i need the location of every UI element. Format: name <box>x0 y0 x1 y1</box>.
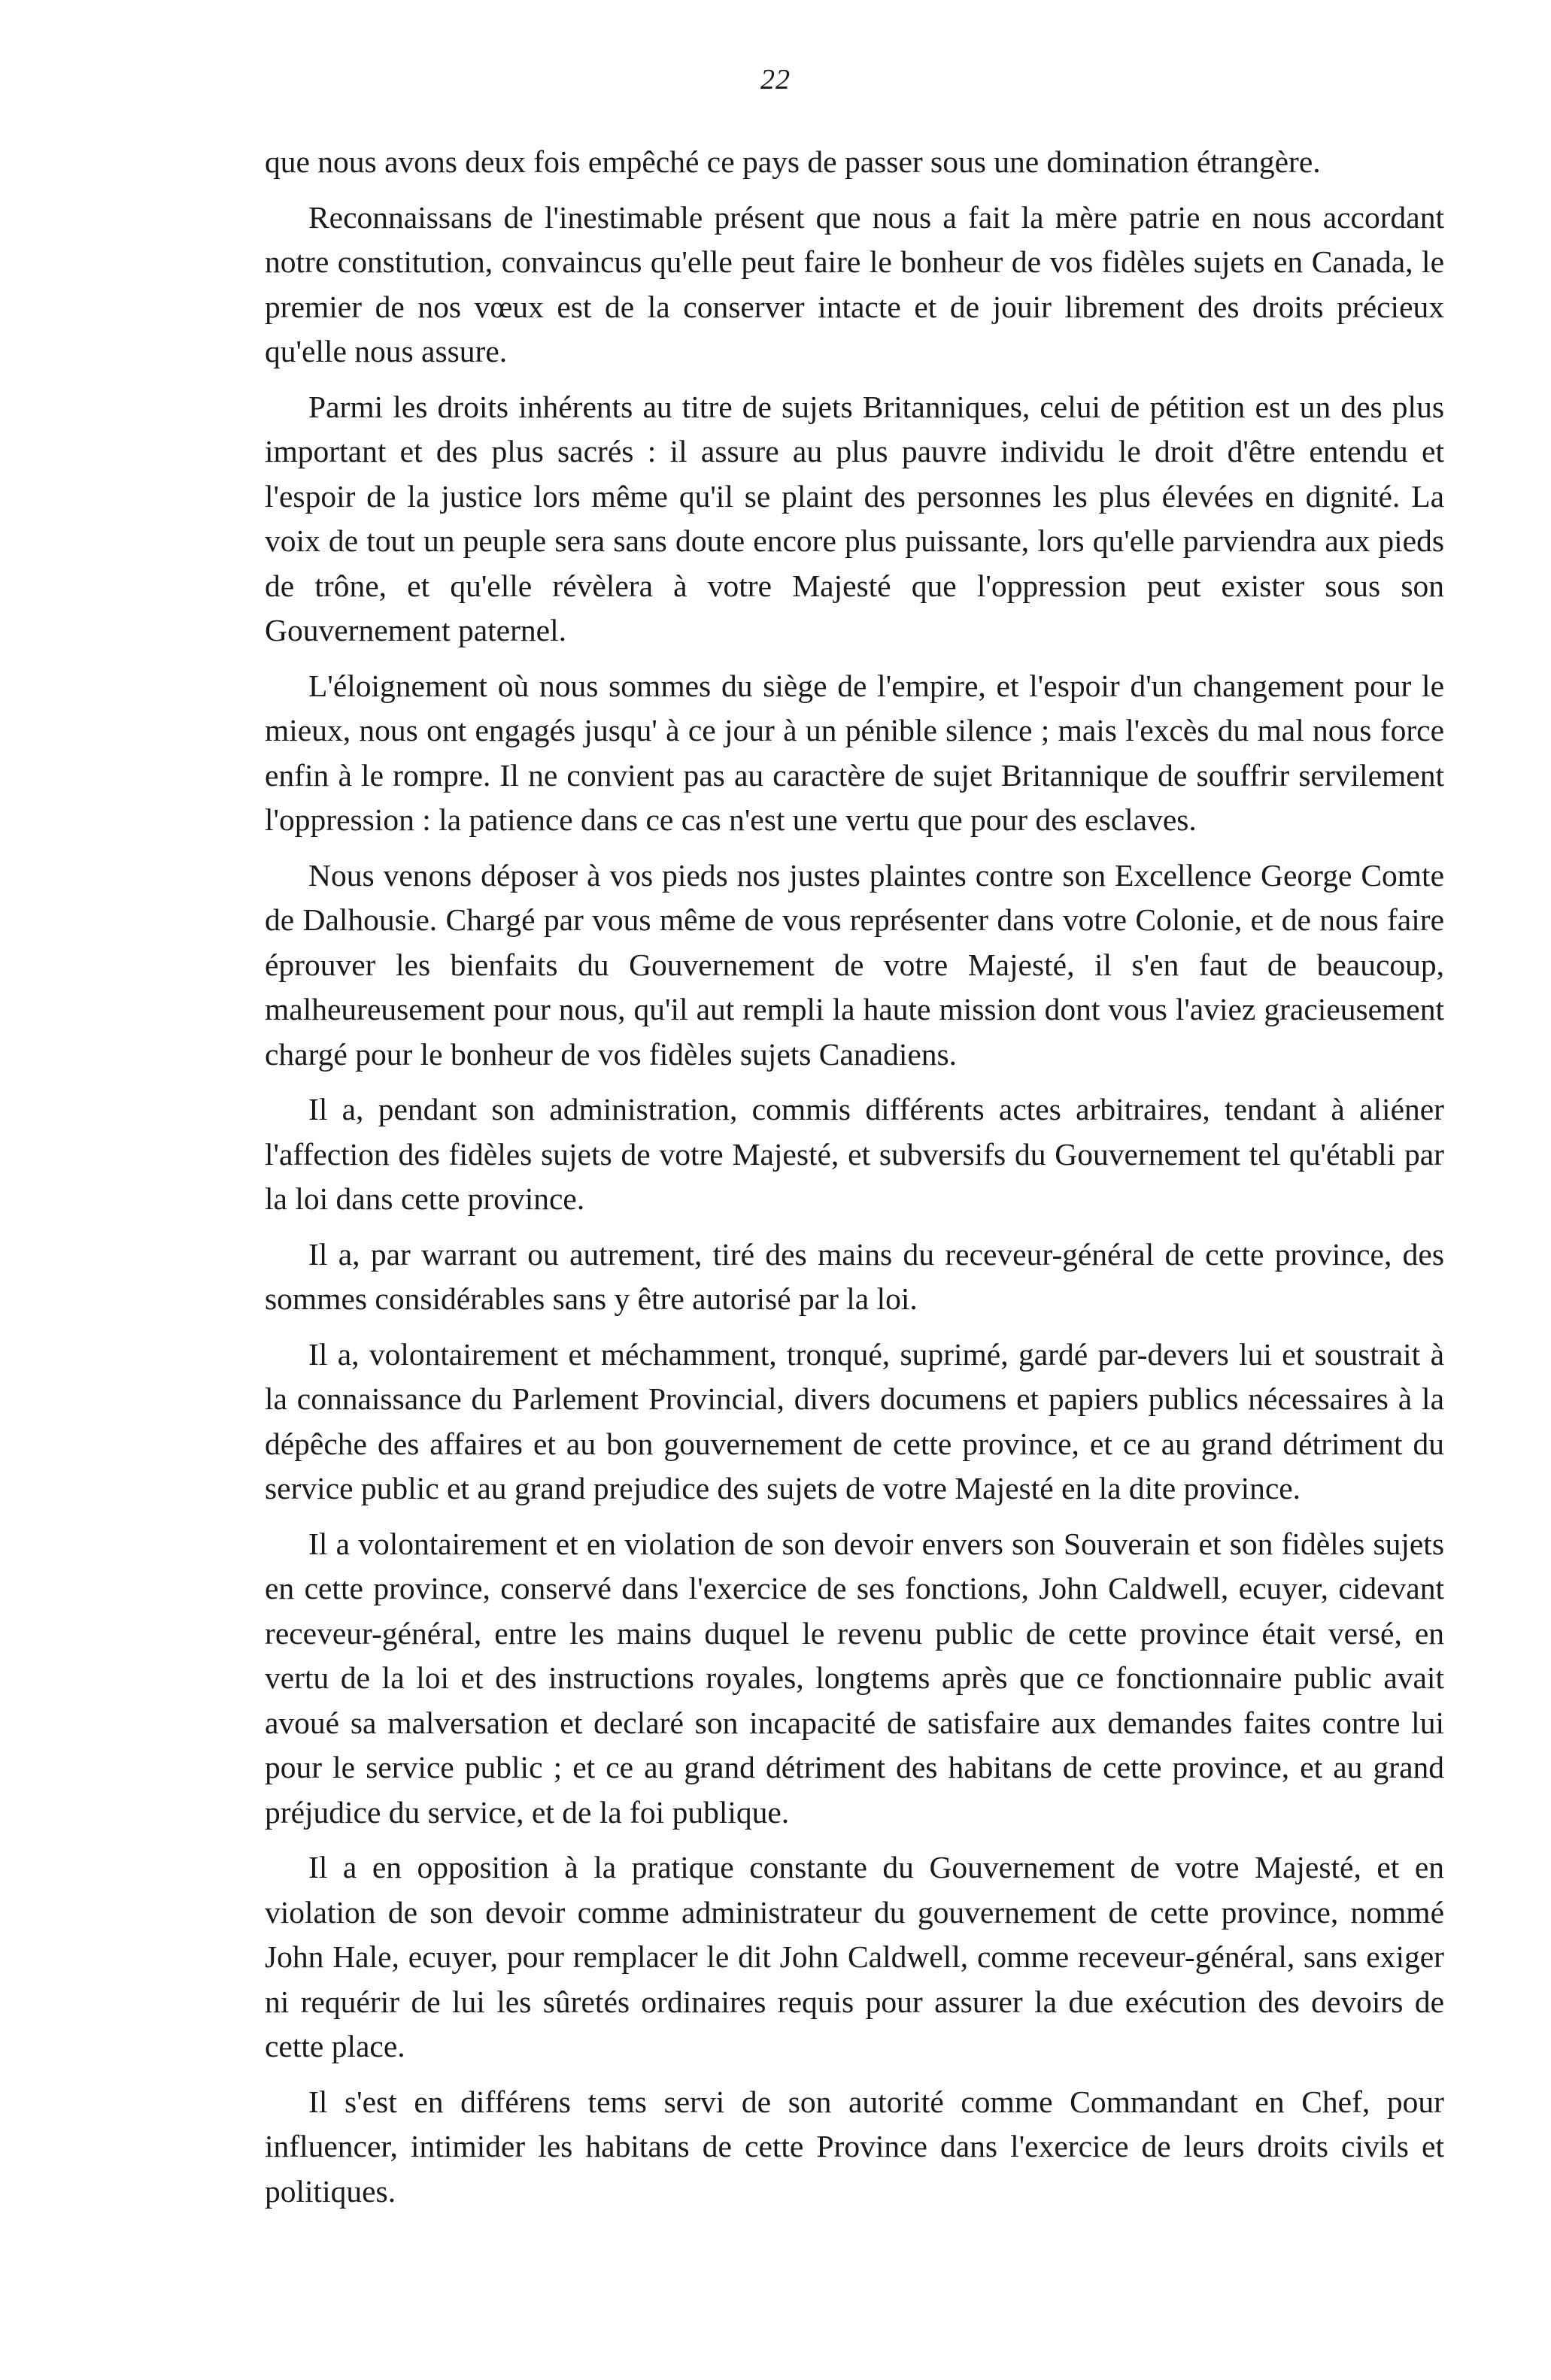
paragraph-hale: Il a en opposition à la pratique constante du Gouvernement de votre Majesté, et en violation de son devoir comme administrateur du gouvernement de cette province, nommé John Hale, ecuyer, pour remplacer le dit John Caldwell, comme receveur-général, sans exiger ni requérir de lui les sûretés ordinaires requis pour assurer la due exécution des devoirs de cette place. <box>265 1850 1444 2063</box>
paragraph-complaints-dalhousie: Nous venons déposer à vos pieds nos justes plaintes contre son Excellence George Comte de Dalhousie. Chargé par vous même de vous représenter dans votre Colonie, et de nous faire éprouver les bienfaits du Gouvernement de votre Majesté, il s'en faut de beaucoup, malheureusement pour nous, qu'il aut rempli la haute mission dont vous l'aviez gracieusement chargé pour le bonheur de vos fidèles sujets Canadiens. <box>265 857 1444 1072</box>
page-number: 22 <box>760 64 791 96</box>
document-body <box>265 140 1444 2224</box>
paragraph-continuation: que nous avons deux fois empêché ce pays de passer sous une domination étrangère. <box>265 144 1321 179</box>
paragraph-authority: Il s'est en différens tems servi de son autorité comme Commandant en Chef, pour influencer, intimider les habitans de cette Province dans l'exercice de leurs droits civils et politiques. <box>265 2084 1444 2209</box>
paragraph-silence: L'éloignement où nous sommes du siège de l'empire, et l'espoir d'un changement pour le mieux, nous ont engagés jusqu' à ce jour à un pénible silence ; mais l'excès du mal nous force enfin à le rompre. Il ne convient pas au caractère de sujet Britannique de souffrir servilement l'oppression : la patience dans ce cas n'est une vertu que pour des esclaves. <box>265 668 1444 837</box>
paragraph-documents: Il a, volontairement et méchamment, tronqué, suprimé, gardé par-devers lui et soustrait à la connaissance du Parlement Provincial, divers documens et papiers publics nécessaires à la dépêche des affaires et au bon gouvernement de cette province, et ce au grand détriment du service public et au grand prejudice des sujets de votre Majesté en la dite province. <box>265 1336 1444 1505</box>
paragraph-arbitrary-acts: Il a, pendant son administration, commis différents actes arbitraires, tendant à aliéner l'affection des fidèles sujets de votre Majesté, et subversifs du Gouvernement tel qu'établi par la loi dans cette province. <box>265 1092 1444 1216</box>
paragraph-constitution: Reconnaissans de l'inestimable présent que nous a fait la mère patrie en nous accordant notre constitution, convaincus qu'elle peut faire le bonheur de vos fidèles sujets en Canada, le premier de nos vœux est de la conserver intacte et de jouir librement des droits précieux qu'elle nous assure. <box>265 199 1444 368</box>
paragraph-warrant: Il a, par warrant ou autrement, tiré des mains du receveur-général de cette province, des sommes considérables sans y être autorisé par la loi. <box>265 1236 1444 1316</box>
paragraph-caldwell: Il a volontairement et en violation de son devoir envers son Souverain et son fidèles sujets en cette province, conservé dans l'exercice de ses fonctions, John Caldwell, ecuyer, cidevant receveur-général, entre les mains duquel le revenu public de cette province était versé, en vertu de la loi et des instructions royales, longtems après que ce fonctionnaire public avait avoué sa malversation et declaré son incapacité de satisfaire aux demandes faites contre lui pour le service public ; et ce au grand détriment des habitans de cette province, et au grand préjudice du service, et de la foi publique. <box>265 1526 1444 1830</box>
paragraph-right-of-petition: Parmi les droits inhérents au titre de sujets Britanniques, celui de pétition est un des plus important et des plus sacrés : il assure au plus pauvre individu le droit d'être entendu et l'espoir de la justice lors même qu'il se plaint des personnes les plus élevées en dignité. La voix de tout un peuple sera sans doute encore plus puissante, lors qu'elle parviendra aux pieds de trône, et qu'elle révèlera à votre Majesté que l'oppression peut exister sous son Gouvernement paternel. <box>265 389 1444 647</box>
